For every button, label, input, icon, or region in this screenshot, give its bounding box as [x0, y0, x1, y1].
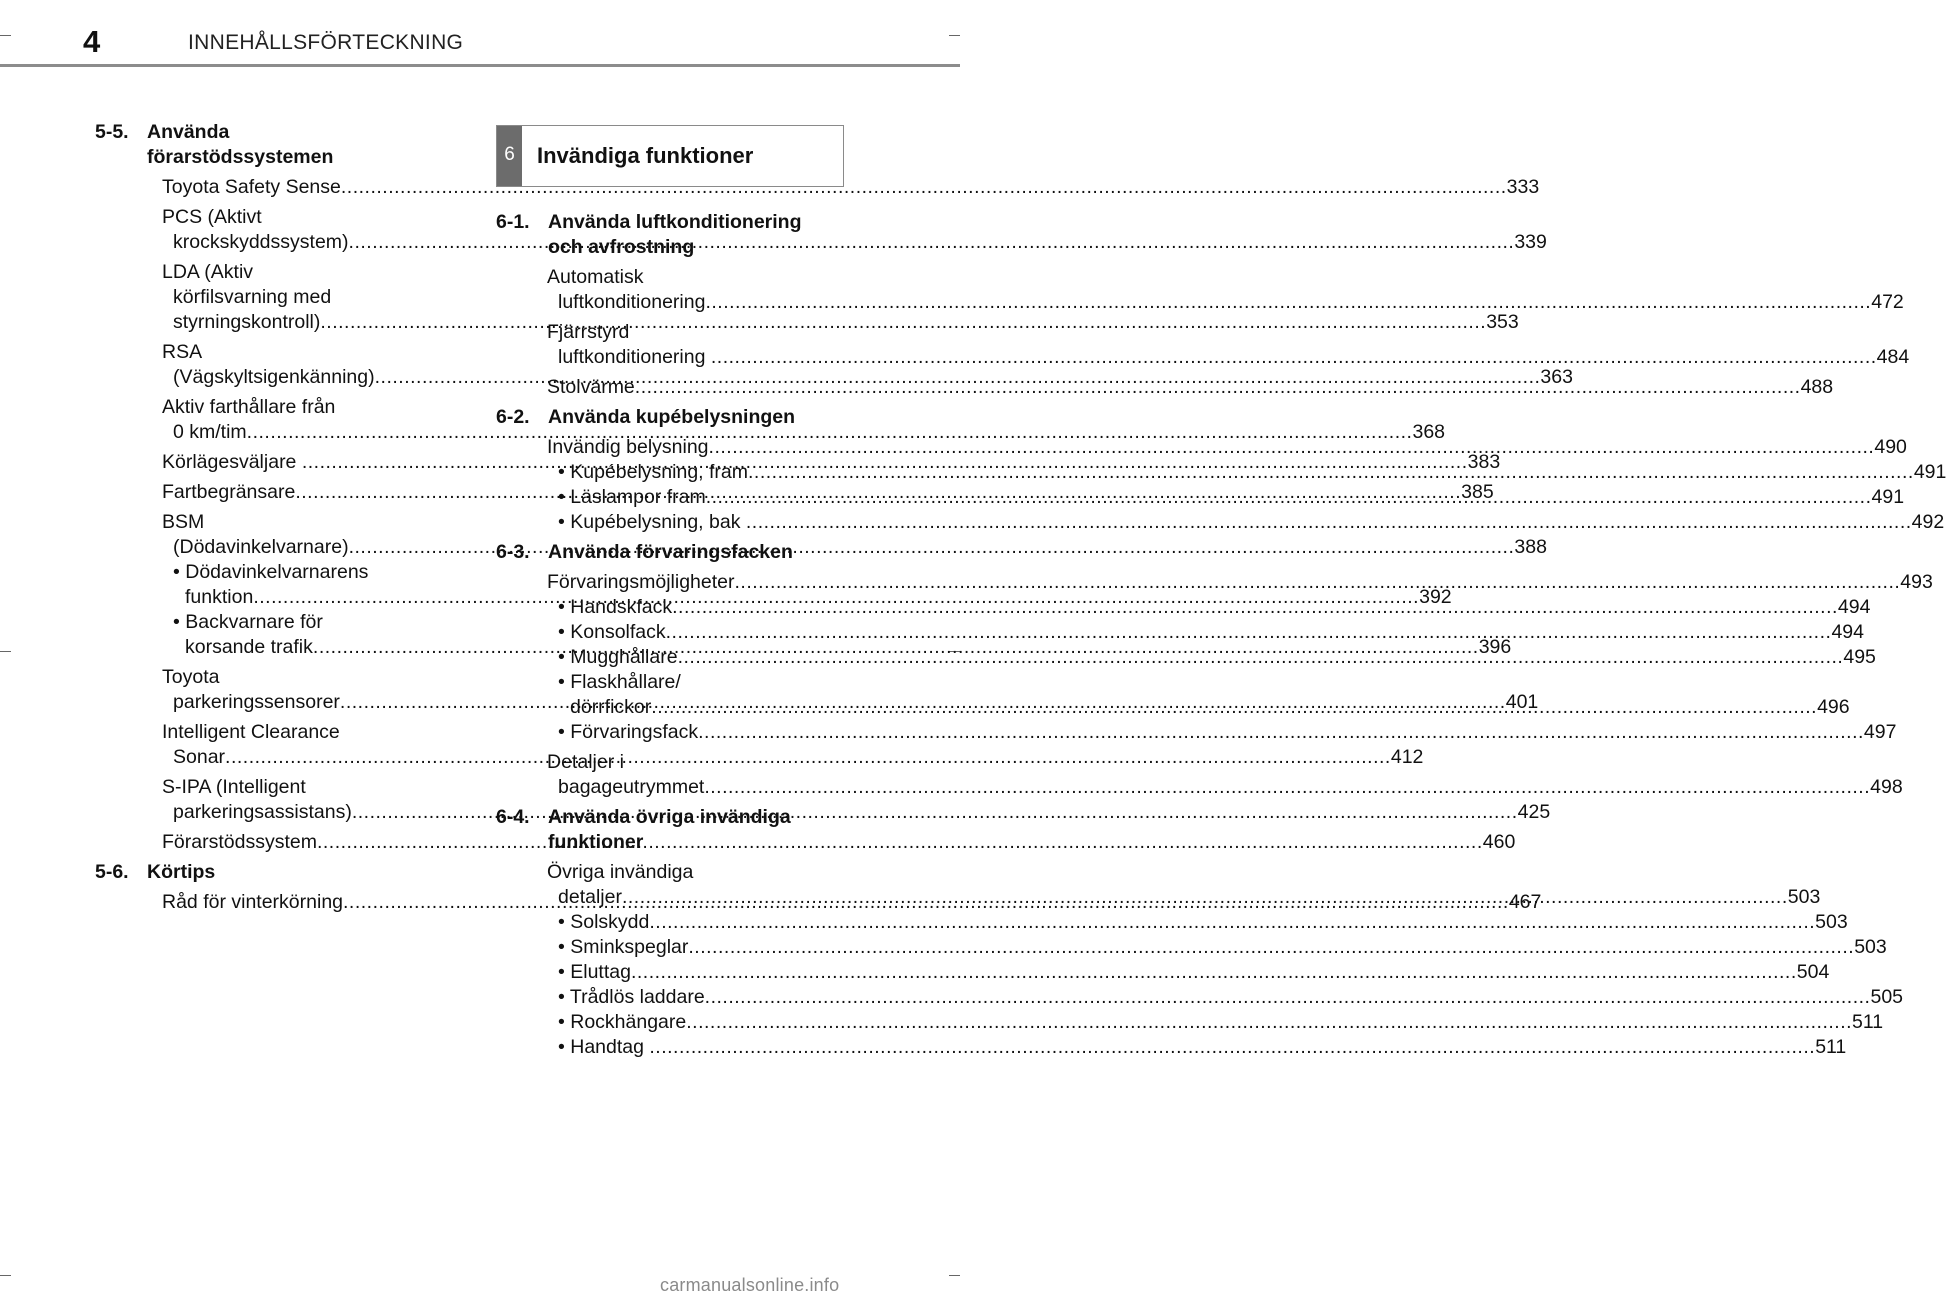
section-title: Använda övriga invändiga	[548, 806, 791, 828]
entry-text: • Handtag	[558, 1036, 650, 1058]
dot-leader	[746, 511, 1912, 533]
entry-leader-row	[547, 570, 1933, 595]
page-ref[interactable]: 490	[1874, 436, 1907, 458]
entry-text: • Läslampor fram	[558, 486, 706, 508]
dot-leader	[705, 986, 1871, 1008]
page-ref[interactable]: 503	[1854, 936, 1887, 958]
dot-leader	[672, 596, 1838, 618]
dot-leader	[678, 646, 1844, 668]
page-ref[interactable]: 503	[1787, 886, 1821, 908]
dot-leader	[705, 291, 1871, 313]
section-heading	[496, 540, 836, 565]
page-ref[interactable]: 333	[1506, 176, 1540, 198]
chapter-number: 6	[504, 144, 515, 165]
page-ref[interactable]: 425	[1517, 801, 1551, 823]
page-ref[interactable]: 491	[1871, 486, 1905, 508]
chapter-heading-box	[496, 125, 844, 187]
entry-text: körfilsvarning med	[173, 286, 332, 308]
section-heading	[496, 805, 836, 855]
entry-text: parkeringsassistans)	[173, 801, 352, 823]
header-rule	[0, 64, 960, 67]
entry-text: • Trådlös laddare	[558, 986, 705, 1008]
entry-text: • Sminkspeglar	[558, 936, 689, 958]
entry-text: funktion	[185, 586, 254, 608]
entry-text: • Dödavinkelvarnarens	[173, 561, 369, 583]
page-ref[interactable]: 392	[1419, 586, 1452, 608]
entry-text: Fartbegränsare	[162, 481, 296, 503]
entry-text: • Kupébelysning, fram	[558, 461, 749, 483]
entry-text: • Flaskhållare/	[558, 671, 681, 693]
entry-text: BSM	[162, 511, 205, 533]
entry-text: • Kupébelysning, bak	[558, 511, 746, 533]
entry-text: Körlägesväljare	[162, 451, 302, 473]
section-number: 6-3.	[496, 541, 530, 563]
page-ref[interactable]: 412	[1390, 746, 1424, 768]
crop-mark	[949, 1275, 960, 1276]
entry-leader-row	[547, 620, 1864, 645]
entry-text: • Rockhängare	[558, 1011, 687, 1033]
section-number: 5-6.	[95, 861, 129, 883]
page-ref[interactable]: 492	[1911, 511, 1945, 533]
entry-text: PCS (Aktivt	[162, 206, 262, 228]
crop-mark	[0, 651, 11, 652]
entry-text: RSA	[162, 341, 203, 363]
entry-text: styrningskontroll)	[173, 311, 321, 333]
page-ref[interactable]: 488	[1800, 376, 1834, 398]
dot-leader	[709, 436, 1875, 458]
entry-leader-row	[547, 1035, 1847, 1060]
entry-text: LDA (Aktiv	[162, 261, 254, 283]
page-ref[interactable]: 498	[1870, 776, 1903, 798]
dot-leader	[631, 961, 1797, 983]
entry-text: S-IPA (Intelligent	[162, 776, 306, 798]
page-ref[interactable]: 339	[1514, 231, 1547, 253]
section-title: förarstödssystemen	[147, 146, 334, 168]
entry-leader-row	[547, 935, 1887, 960]
dot-leader	[748, 461, 1914, 483]
section-number: 6-2.	[496, 406, 530, 428]
section-title: Använda kupébelysningen	[548, 406, 796, 428]
page-ref[interactable]: 385	[1461, 481, 1494, 503]
entry-text: • Solskydd	[558, 911, 650, 933]
page-ref[interactable]: 388	[1514, 536, 1547, 558]
dot-leader	[711, 346, 1877, 368]
page-number: 4	[83, 24, 101, 59]
entry-leader-row	[547, 720, 1897, 745]
entry-text: • Backvarnare för	[173, 611, 323, 633]
entry-leader-row	[162, 420, 1446, 445]
entry-text: (Dödavinkelvarnare)	[173, 536, 349, 558]
entry-text: • Mugghållare	[558, 646, 678, 668]
dot-leader	[649, 911, 1815, 933]
entry-text: Stolvärme	[547, 376, 635, 398]
dot-leader	[317, 831, 1483, 853]
entry-text: Detaljer i	[547, 751, 624, 773]
entry-text: Övriga invändiga	[547, 861, 694, 883]
page-ref[interactable]: 484	[1876, 346, 1910, 368]
page-ref[interactable]: 497	[1863, 721, 1897, 743]
entry-text: parkeringssensorer	[173, 691, 340, 713]
dot-leader	[635, 376, 1801, 398]
page-title: INNEHÅLLSFÖRTECKNING	[188, 31, 464, 54]
entry-leader-row	[547, 960, 1830, 985]
entry-leader-row	[547, 435, 1907, 460]
section-number: 5-5.	[95, 121, 129, 143]
section-title: Körtips	[147, 861, 216, 883]
entry-text: Toyota	[162, 666, 220, 688]
entry-text: • Förvaringsfack	[558, 721, 699, 743]
dot-leader	[706, 486, 1872, 508]
page-ref[interactable]: 353	[1486, 311, 1519, 333]
crop-mark	[0, 1275, 11, 1276]
entry-text: Automatisk	[547, 266, 644, 288]
page-ref[interactable]: 383	[1467, 451, 1501, 473]
section-number: 6-1.	[496, 211, 530, 233]
entry-leader-row	[547, 985, 1904, 1010]
page-ref[interactable]: 504	[1796, 961, 1830, 983]
page-ref[interactable]: 467	[1508, 891, 1542, 913]
page-header	[0, 0, 960, 66]
section-heading	[95, 860, 450, 885]
entry-leader-row	[547, 345, 1910, 370]
page-ref[interactable]: 505	[1870, 986, 1904, 1008]
watermark: carmanualsonline.info	[660, 1275, 840, 1295]
page-ref[interactable]: 363	[1540, 366, 1573, 388]
entry-text: • Handskfack	[558, 596, 673, 618]
section-title: Använda förvaringsfacken	[548, 541, 793, 563]
chapter-title: Invändiga funktioner	[537, 143, 754, 168]
entry-leader-row	[162, 175, 1540, 200]
entry-text: 0 km/tim	[173, 421, 247, 443]
section-title: Använda luftkonditionering	[548, 211, 802, 233]
page-ref[interactable]: 472	[1871, 291, 1904, 313]
entry-text: luftkonditionering	[558, 346, 711, 368]
section-title: funktioner	[548, 831, 644, 853]
dot-leader	[651, 696, 1817, 718]
dot-leader	[666, 621, 1832, 643]
dot-leader	[622, 886, 1788, 908]
page-ref[interactable]: 511	[1852, 1011, 1884, 1033]
page-ref[interactable]: 493	[1900, 571, 1933, 593]
page-ref[interactable]: 368	[1412, 421, 1446, 443]
section-heading	[496, 405, 836, 430]
dot-leader	[704, 776, 1870, 798]
entry-text: bagageutrymmet	[558, 776, 705, 798]
entry-text: detaljer	[558, 886, 622, 908]
entry-leader-row	[547, 910, 1848, 935]
entry-leader-row	[547, 510, 1945, 535]
crop-mark	[949, 35, 960, 36]
entry-text: Intelligent Clearance	[162, 721, 340, 743]
section-heading	[95, 120, 450, 170]
entry-text: Invändig belysning	[547, 436, 709, 458]
page-ref[interactable]: 491	[1913, 461, 1946, 483]
entry-text: • Konsolfack	[558, 621, 666, 643]
page-ref[interactable]: 511	[1815, 1036, 1847, 1058]
entry-text: Förarstödssystem	[162, 831, 317, 853]
entry-text: Toyota Safety Sense	[162, 176, 341, 198]
entry-text: korsande trafik	[185, 636, 313, 658]
entry-text: (Vägskyltsigenkänning)	[173, 366, 375, 388]
page-ref[interactable]: 495	[1843, 646, 1876, 668]
page-ref[interactable]: 494	[1837, 596, 1871, 618]
section-title: Använda	[147, 121, 230, 143]
dot-leader	[688, 936, 1854, 958]
page-ref[interactable]: 496	[1817, 696, 1850, 718]
toc-entry[interactable]	[162, 175, 1540, 200]
entry-text: luftkonditionering	[558, 291, 706, 313]
page-ref[interactable]: 460	[1482, 831, 1516, 853]
dot-leader	[686, 1011, 1852, 1033]
dot-leader	[698, 721, 1864, 743]
entry-text: Fjärrstyrd	[547, 321, 630, 343]
crop-mark	[0, 35, 11, 36]
section-number: 6-4.	[496, 806, 530, 828]
dot-leader	[649, 1036, 1815, 1058]
entry-text: dörrfickor	[570, 696, 652, 718]
entry-text: Sonar	[173, 746, 226, 768]
section-heading	[496, 210, 836, 260]
page-ref[interactable]: 503	[1815, 911, 1848, 933]
dot-leader	[735, 571, 1901, 593]
entry-leader-row	[547, 290, 1904, 315]
entry-text: Råd för vinterkörning	[162, 891, 344, 913]
entry-leader-row	[547, 775, 1903, 800]
page-ref[interactable]: 494	[1831, 621, 1864, 643]
section-title: och avfrostning	[548, 236, 695, 258]
entry-text: Förvaringsmöjligheter	[547, 571, 735, 593]
page-ref[interactable]: 401	[1505, 691, 1539, 713]
toc-entry[interactable]	[547, 265, 1904, 315]
page-ref[interactable]: 396	[1478, 636, 1512, 658]
entry-text: krockskyddssystem)	[173, 231, 349, 253]
entry-text: • Eluttag	[558, 961, 631, 983]
entry-text: Aktiv farthållare från	[162, 396, 336, 418]
entry-leader-row	[547, 1010, 1884, 1035]
